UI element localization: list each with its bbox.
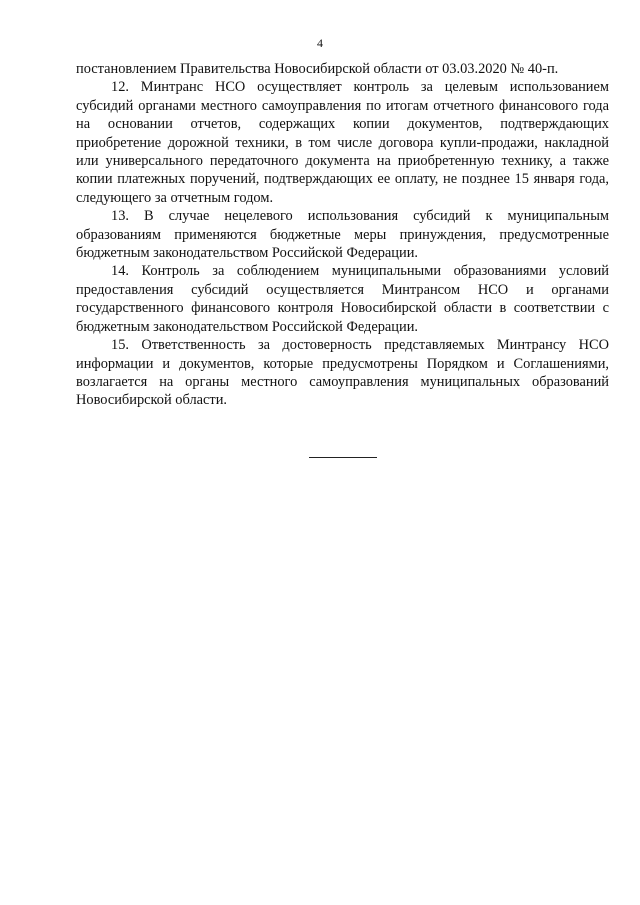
paragraph-15: 15. Ответственность за достоверность представляемых Минтрансу НСО информации и документов, которые предусмотрены Порядком и Соглашениями, возлагается на органы местного самоуправления муниципальных образований Новосибирской области. — [76, 337, 609, 409]
document-body — [76, 60, 609, 410]
page-number: 4 — [317, 36, 323, 50]
paragraph-13: 13. В случае нецелевого использования субсидий к муниципальным образованиям применяются бюджетные меры принуждения, предусмотренные бюджетным законодательством Российской Федерации. — [76, 208, 609, 262]
paragraph-continuation: постановлением Правительства Новосибирской области от 03.03.2020 № 40-п. — [76, 61, 559, 77]
end-separator-line — [309, 457, 377, 458]
paragraph-12: 12. Минтранс НСО осуществляет контроль за целевым использованием субсидий органами местного самоуправления по итогам отчетного финансового года на основании отчетов, содержащих копии документов, подтверждающих приобретение дорожной техники, в том числе договора купли-продажи, накладной или универсального передаточного документа на приобретенную технику, а также копии платежных поручений, подтверждающих ее оплату, не позднее 15 января года, следующего за отчетным годом. — [76, 79, 609, 206]
paragraph-14: 14. Контроль за соблюдением муниципальными образованиями условий предоставления субсидий осуществляется Минтрансом НСО и органами государственного финансового контроля Новосибирской области в соответствии с бюджетным законодательством Российской Федерации. — [76, 263, 609, 335]
